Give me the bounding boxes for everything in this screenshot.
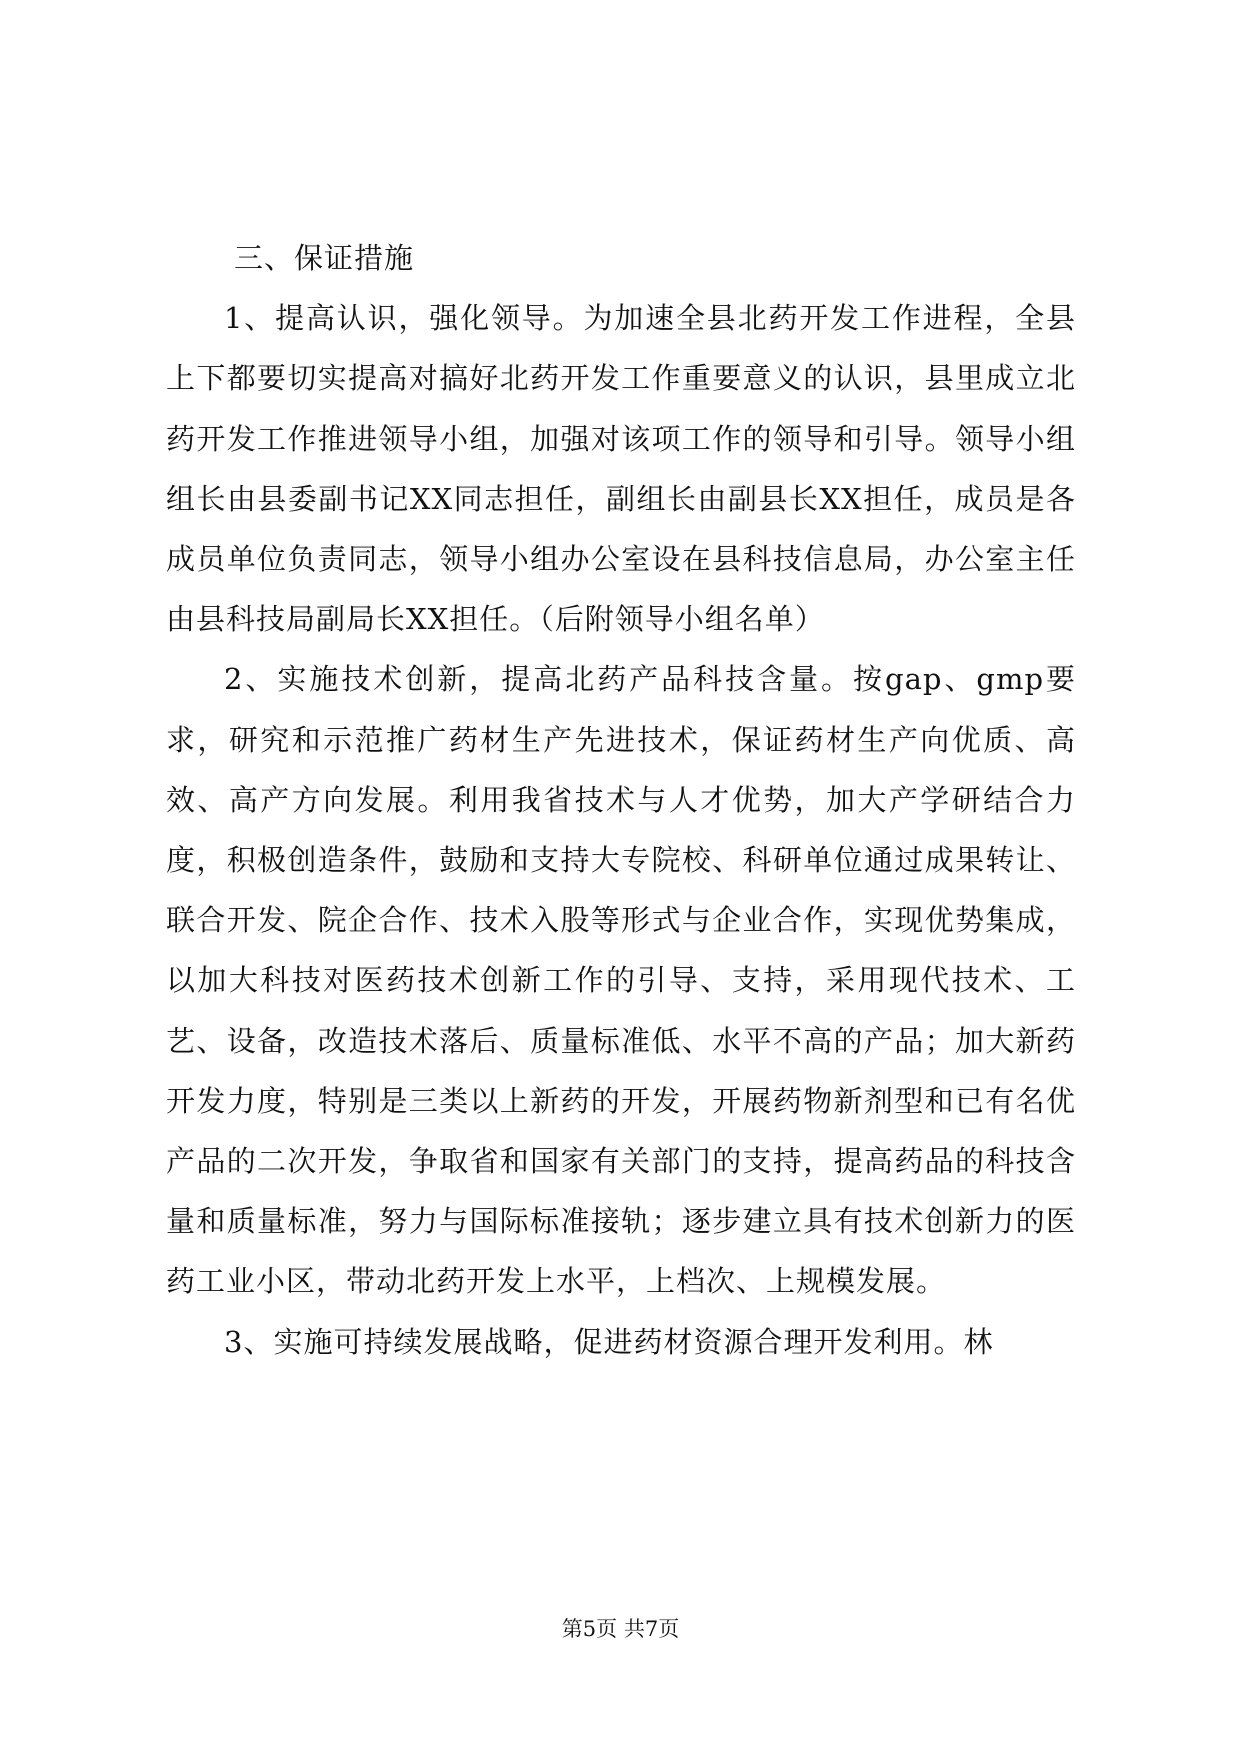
paragraph-2: 2、实施技术创新，提高北药产品科技含量。按gap、gmp要求，研究和示范推广药材生产先进技术，保证药材生产向优质、高效、高产方向发展。利用我省技术与人才优势，加大产学研结合力度，积极创造条件，鼓励和支持大专院校、科研单位通过成果转让、联合开发、院企合作、技术入股等形式与企业合作，实现优势集成，以加大科技对医药技术创新工作的引导、支持，采用现代技术、工艺、设备，改造技术落后、质量标准低、水平不高的产品；加大新药开发力度，特别是三类以上新药的开发，开展药物新剂型和已有名优产品的二次开发，争取省和国家有关部门的支持，提高药品的科技含量和质量标准，努力与国际标准接轨；逐步建立具有技术创新力的医药工业小区，带动北药开发上水平，上档次、上规模发展。 <box>166 662 1076 1299</box>
paragraph-1: 1、提高认识，强化领导。为加速全县北药开发工作进程，全县上下都要切实提高对搞好北药开发工作重要意义的认识，县里成立北药开发工作推进领导小组，加强对该项工作的领导和引导。领导小组组长由县委副书记XX同志担任，副组长由副县长XX担任，成员是各成员单位负责同志，领导小组办公室设在县科技信息局，办公室主任由县科技局副局长XX担任。（后附领导小组名单） <box>166 301 1076 637</box>
paragraph-3: 3、实施可持续发展战略，促进药材资源合理开发利用。林 <box>224 1324 994 1359</box>
page-footer: 第5页 共7页 <box>561 1617 680 1641</box>
document-body <box>166 228 1076 1372</box>
section-heading: 三、保证措施 <box>234 241 415 275</box>
